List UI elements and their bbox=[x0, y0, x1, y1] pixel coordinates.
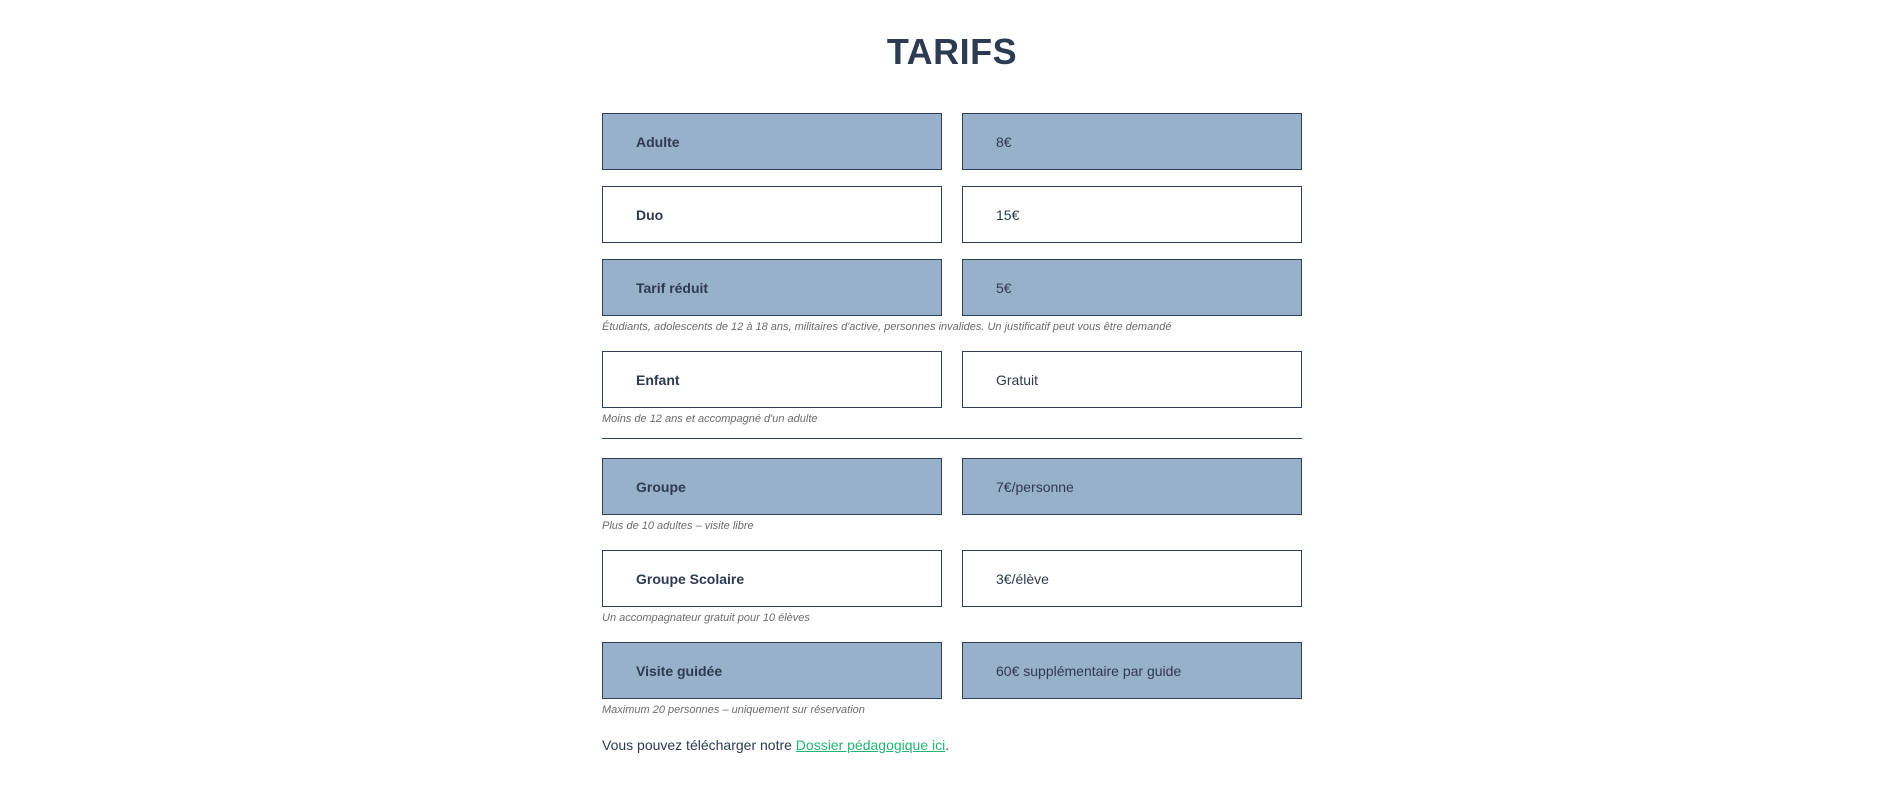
download-paragraph bbox=[602, 736, 1302, 754]
pricing-table bbox=[602, 113, 1302, 754]
pricing-page bbox=[602, 0, 1302, 754]
price-value-groupe: 7€/personne bbox=[962, 458, 1302, 515]
price-value-groupe-scolaire: 3€/élève bbox=[962, 550, 1302, 607]
note-enfant: Moins de 12 ans et accompagné d'un adulte bbox=[602, 413, 818, 425]
price-value-enfant: Gratuit bbox=[962, 351, 1302, 408]
price-value-adulte: 8€ bbox=[962, 113, 1302, 170]
price-label-duo: Duo bbox=[602, 186, 942, 243]
price-label-enfant: Enfant bbox=[602, 351, 942, 408]
price-value-duo: 15€ bbox=[962, 186, 1302, 243]
note-groupe-scolaire: Un accompagnateur gratuit pour 10 élèves bbox=[602, 612, 810, 624]
price-row-duo bbox=[602, 186, 1302, 243]
price-row-groupe bbox=[602, 458, 1302, 515]
price-label-adulte: Adulte bbox=[602, 113, 942, 170]
page-title: TARIFS bbox=[886, 31, 1018, 72]
note-tarif-reduit: Étudiants, adolescents de 12 à 18 ans, militaires d'active, personnes invalides. Un justificatif peut vous être demandé bbox=[602, 321, 1172, 333]
price-label-groupe-scolaire: Groupe Scolaire bbox=[602, 550, 942, 607]
price-row-visite-guidee bbox=[602, 642, 1302, 699]
download-text: Vous pouvez télécharger notre bbox=[602, 737, 796, 753]
note-groupe: Plus de 10 adultes – visite libre bbox=[602, 520, 754, 532]
price-label-groupe: Groupe bbox=[602, 458, 942, 515]
price-value-visite-guidee: 60€ supplémentaire par guide bbox=[962, 642, 1302, 699]
note-visite-guidee: Maximum 20 personnes – uniquement sur réservation bbox=[602, 704, 865, 716]
price-label-tarif-reduit: Tarif réduit bbox=[602, 259, 942, 316]
download-text-end: . bbox=[945, 737, 950, 753]
price-row-tarif-reduit bbox=[602, 259, 1302, 316]
price-label-visite-guidee: Visite guidée bbox=[602, 642, 942, 699]
price-value-tarif-reduit: 5€ bbox=[962, 259, 1302, 316]
price-row-groupe-scolaire bbox=[602, 550, 1302, 607]
dossier-pedagogique-link[interactable]: Dossier pédagogique ici bbox=[795, 737, 946, 753]
price-row-adulte bbox=[602, 113, 1302, 170]
price-row-enfant bbox=[602, 351, 1302, 408]
